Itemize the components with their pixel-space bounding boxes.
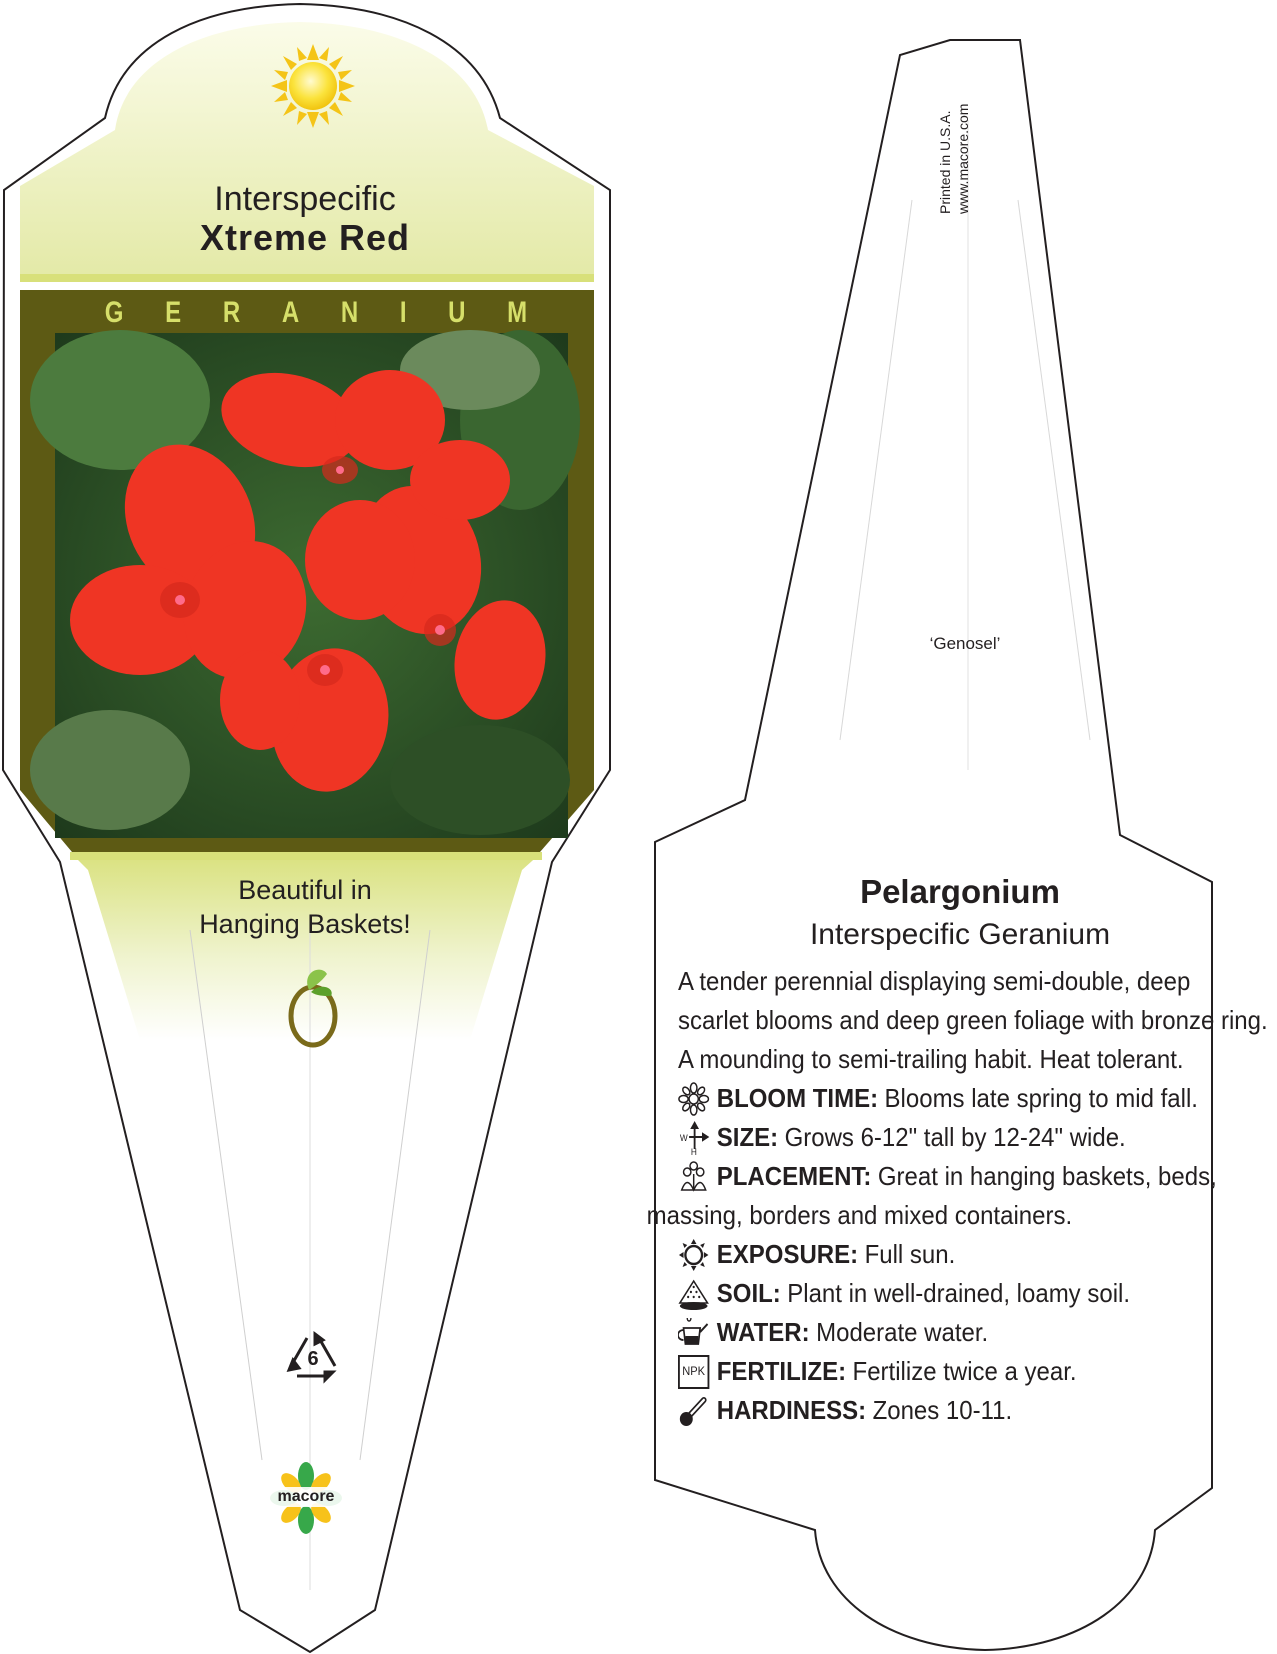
attribute-label: FERTILIZE: <box>716 1356 847 1386</box>
attribute-hardiness <box>678 1391 1223 1430</box>
watering-can-icon <box>678 1316 709 1350</box>
attribute-value: Plant in well-drained, loamy soil. <box>787 1278 1131 1308</box>
flower-icon <box>678 1082 709 1116</box>
description-line: A tender perennial displaying semi-double, deep <box>678 966 1191 996</box>
category-label <box>105 296 527 330</box>
svg-text:H: H <box>690 1146 697 1155</box>
common-name: Interspecific Geranium <box>809 918 1111 951</box>
attribute-label: BLOOM TIME: <box>716 1083 879 1113</box>
npk-icon-text: NPK <box>682 1364 706 1378</box>
attribute-placement <box>678 1157 1223 1196</box>
svg-text:W: W <box>679 1132 688 1143</box>
printed-info <box>936 34 976 214</box>
description-line: A mounding to semi-trailing habit. Heat tolerant. <box>678 1044 1184 1074</box>
category-letter: G <box>104 296 124 329</box>
category-letter: E <box>165 296 182 329</box>
category-letter: A <box>281 296 300 329</box>
attribute-bloom-time <box>678 1079 1223 1118</box>
printed-line2: www.macore.com <box>955 103 971 214</box>
recycle-number: 6 <box>307 1348 319 1370</box>
attribute-value: Zones 10-11. <box>872 1395 1013 1425</box>
attribute-exposure <box>678 1235 1223 1274</box>
size-arrows-icon <box>678 1121 709 1155</box>
attribute-value: Full sun. <box>864 1239 956 1269</box>
brand-name: macore <box>277 1488 335 1505</box>
tagline-line1: Beautiful in <box>238 875 372 905</box>
printed-line1: Printed in U.S.A. <box>937 110 953 214</box>
front-title-line2: Xtreme Red <box>199 217 411 258</box>
category-letter: I <box>399 296 407 329</box>
genus-name: Pelargonium <box>860 873 1060 910</box>
attribute-label: SOIL: <box>716 1278 781 1308</box>
attribute-label: HARDINESS: <box>716 1395 867 1425</box>
placement-icon <box>678 1160 709 1194</box>
attribute-value: Great in hanging baskets, beds, <box>877 1161 1217 1191</box>
attribute-water <box>678 1313 1223 1352</box>
attribute-label: WATER: <box>716 1317 810 1347</box>
attribute-size <box>678 1118 1223 1157</box>
tagline-line2: Hanging Baskets! <box>199 909 411 939</box>
attribute-value: Grows 6-12" tall by 12-24" wide. <box>784 1122 1126 1152</box>
front-title-line1: Interspecific <box>214 180 396 218</box>
attribute-label: SIZE: <box>716 1122 779 1152</box>
attribute-fertilize <box>678 1352 1223 1391</box>
category-letter: M <box>507 296 528 329</box>
sun-icon <box>271 44 355 128</box>
attribute-continuation: massing, borders and mixed containers. <box>646 1200 1073 1230</box>
sun-icon <box>678 1238 709 1272</box>
category-letter: R <box>222 296 241 329</box>
attribute-value: Moderate water. <box>816 1317 989 1347</box>
category-letter: N <box>340 296 359 329</box>
attribute-label: PLACEMENT: <box>716 1161 872 1191</box>
description-line: scarlet blooms and deep green foliage with bronze ring. <box>678 1005 1268 1035</box>
npk-icon <box>678 1355 709 1389</box>
attribute-value: Fertilize twice a year. <box>852 1356 1077 1386</box>
soil-icon <box>678 1277 709 1311</box>
thermometer-icon <box>678 1394 709 1428</box>
geranium-photo <box>30 330 580 838</box>
cultivar-name: ‘Genosel’ <box>929 634 1001 653</box>
attribute-soil <box>678 1274 1223 1313</box>
category-letter: U <box>448 296 466 329</box>
plant-description <box>646 962 1268 1430</box>
attribute-value: Blooms late spring to mid fall. <box>884 1083 1198 1113</box>
attribute-label: EXPOSURE: <box>716 1239 859 1269</box>
